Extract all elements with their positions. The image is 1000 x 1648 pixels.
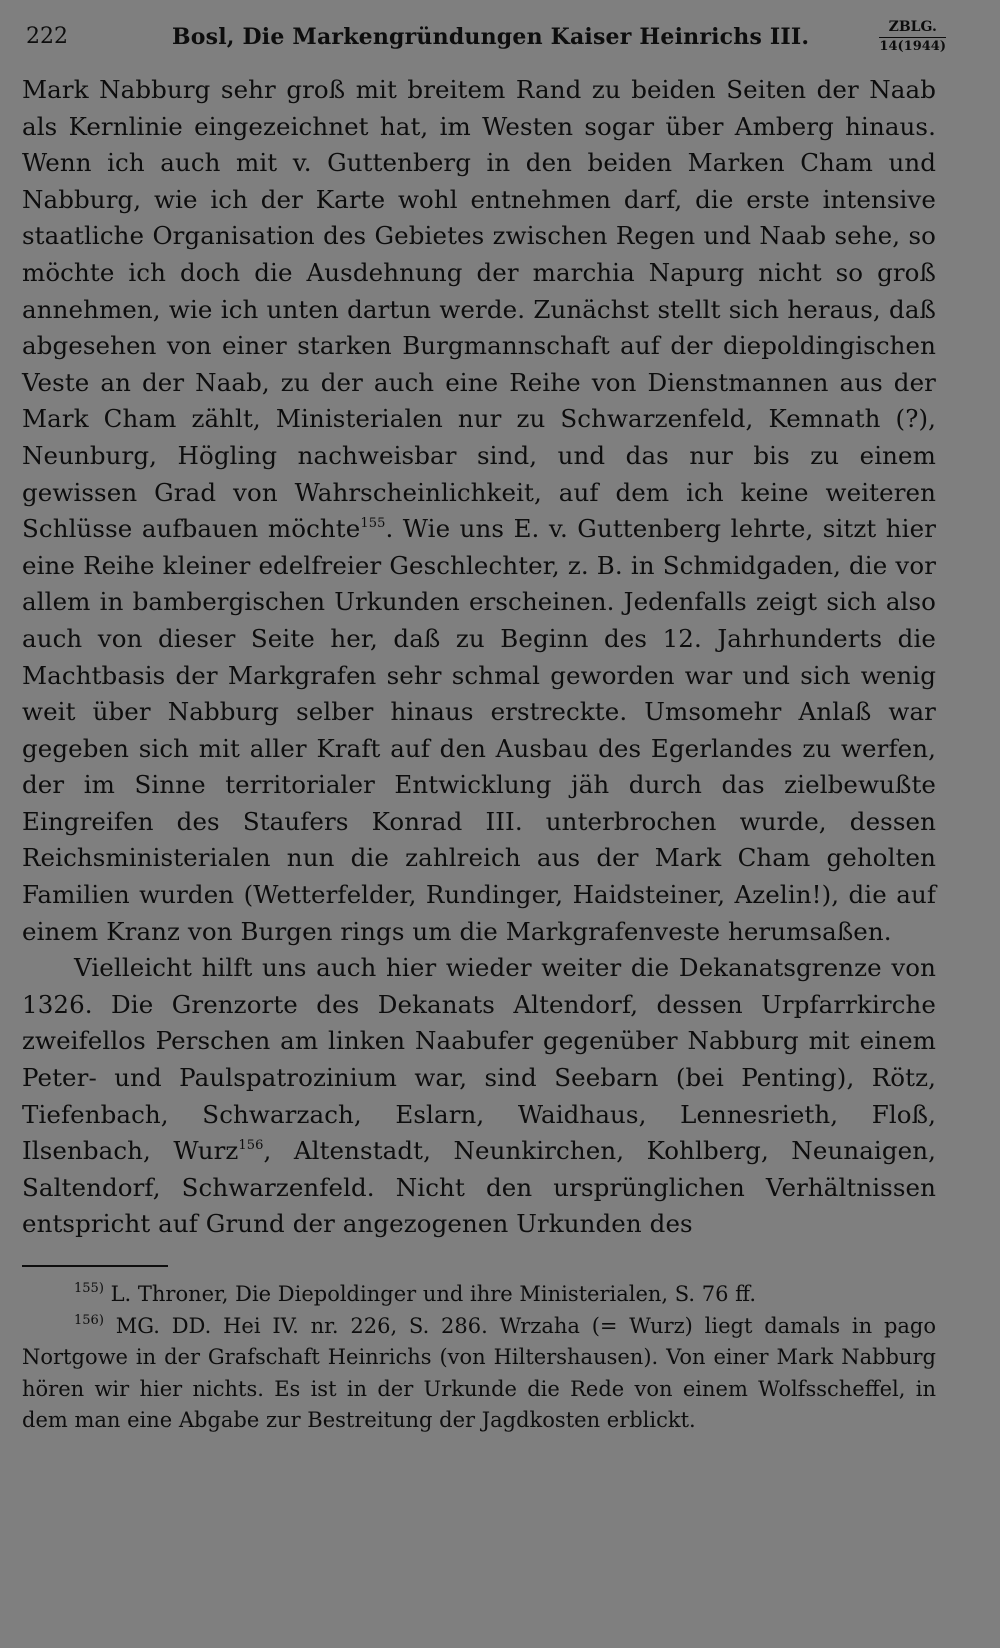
- paragraph-2: [22, 950, 936, 1243]
- journal-reference: [879, 18, 946, 56]
- page-header: [22, 18, 946, 72]
- paragraph-2-part-b: , Altenstadt, Neunkirchen, Kohlberg, Neunaigen, Saltendorf, Schwarzenfeld. Nicht den ursprünglichen Verhältnissen entspricht auf Grund der angezogenen Urkunden des: [22, 1136, 936, 1239]
- paragraph-1-part-a: Mark Nabburg sehr groß mit breitem Rand zu beiden Seiten der Naab als Kernlinie eingezeichnet hat, im Westen sogar über Amberg hinaus. Wenn ich auch mit v. Guttenberg in den beiden Marken Cham und Nabburg, wie ich der Karte wohl entnehmen darf, die erste intensive staatliche Organisation des Gebietes zwischen Regen und Naab sehe, so möchte ich doch die Ausdehnung der marchia Napurg nicht so groß annehmen, wie ich unten dartun werde. Zunächst stellt sich heraus, daß abgesehen von einer starken Burgmannschaft auf der diepoldingischen Veste an der Naab, zu der auch eine Reihe von Dienstmannen aus der Mark Cham zählt, Ministerialen nur zu Schwarzenfeld, Kemnath (?), Neunburg, Högling nachweisbar sind, und das nur bis zu einem gewissen Grad von Wahrscheinlichkeit, auf dem ich keine weiteren Schlüsse aufbauen möchte: [22, 75, 936, 544]
- footnote-ref-156: 156: [238, 1138, 264, 1154]
- journal-volume: 14(1944): [879, 39, 946, 54]
- footnote-156-text: MG. DD. Hei IV. nr. 226, S. 286. Wrzaha (= Wurz) liegt damals in pago Nortgowe in der Grafschaft Heinrichs (von Hiltershausen). Von einer Mark Nabburg hören wir hier nichts. Es ist in der Urkunde die Rede von einem Wolfsscheffel, in dem man eine Abgabe zur Bestreitung der Jagdkosten erblickt.: [22, 1313, 936, 1432]
- footnote-156: [22, 1311, 936, 1437]
- footnote-separator: [22, 1265, 168, 1267]
- footnote-156-mark: 156): [74, 1312, 104, 1328]
- page-number: 222: [26, 24, 68, 49]
- paragraph-2-part-a: Vielleicht hilft uns auch hier wieder weiter die Dekanatsgrenze von 1326. Die Grenzorte des Dekanats Altendorf, dessen Urpfarrkirche zweifellos Perschen am linken Naabufer gegenüber Nabburg mit einem Peter- und Paulspatrozinium war, sind Seebarn (bei Penting), Rötz, Tiefenbach, Schwarzach, Eslarn, Waidhaus, Lennesrieth, Floß, Ilsenbach, Wurz: [22, 953, 936, 1166]
- journal-abbreviation: ZBLG.: [879, 18, 946, 38]
- running-head: Bosl, Die Markengründungen Kaiser Heinrichs III.: [172, 24, 810, 50]
- paragraph-1: [22, 72, 936, 950]
- main-text: [22, 72, 936, 1243]
- footnote-ref-155: 155: [360, 516, 386, 532]
- paragraph-1-part-b: . Wie uns E. v. Guttenberg lehrte, sitzt hier eine Reihe kleiner edelfreier Geschlechter, z. B. in Schmidgaden, die vor allem in bambergischen Urkunden erscheinen. Jedenfalls zeigt sich also auch von dieser Seite her, daß zu Beginn des 12. Jahrhunderts die Machtbasis der Markgrafen sehr schmal geworden war und sich wenig weit über Nabburg selber hinaus erstreckte. Umsomehr Anlaß war gegeben sich mit aller Kraft auf den Ausbau des Egerlandes zu werfen, der im Sinne territorialer Entwicklung jäh durch das zielbewußte Eingreifen des Staufers Konrad III. unterbrochen wurde, dessen Reichsministerialen nun die zahlreich aus der Mark Cham geholten Familien wurden (Wetterfelder, Rundinger, Haidsteiner, Azelin!), die auf einem Kranz von Burgen rings um die Markgrafenveste herumsaßen.: [22, 514, 937, 946]
- footnote-155: [22, 1279, 936, 1311]
- footnotes: [22, 1279, 936, 1437]
- footnote-155-mark: 155): [74, 1281, 104, 1296]
- footnote-155-text: L. Throner, Die Diepoldinger und ihre Ministerialen, S. 76 ff.: [110, 1282, 757, 1306]
